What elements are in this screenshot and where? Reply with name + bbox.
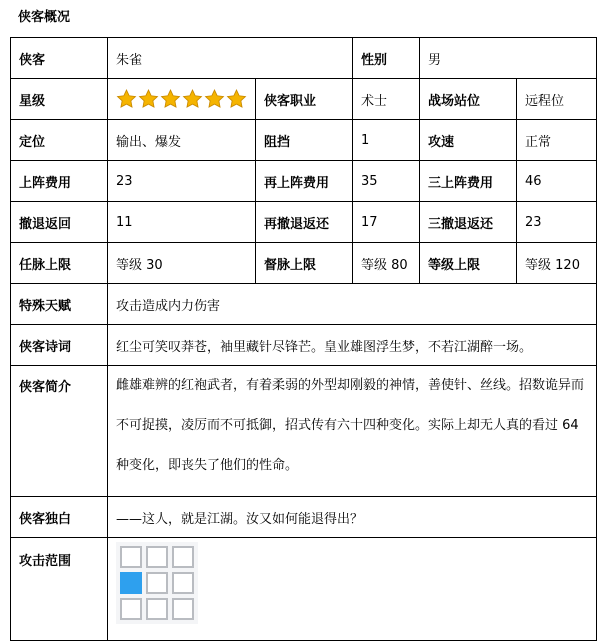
monologue-label: 侠客独白 [11, 497, 108, 538]
job-value: 术士 [353, 79, 420, 120]
range-cell [146, 546, 168, 568]
reretreat-label: 再撤退返还 [256, 202, 353, 243]
position-label: 战场站位 [420, 79, 517, 120]
range-cell [146, 598, 168, 620]
table-row [11, 202, 597, 243]
table-row [11, 497, 597, 538]
level-limit-value: 等级 120 [517, 243, 597, 284]
table-row [11, 79, 597, 120]
section-title: 侠客概况 [18, 10, 71, 25]
gender-label: 性别 [353, 38, 420, 79]
talent-label: 特殊天赋 [11, 284, 108, 325]
name-label: 侠客 [11, 38, 108, 79]
star-icon [116, 88, 137, 110]
poem-value: 红尘可笑叹莽苍，袖里藏针尽锋芒。皇业雄图浮生梦，不若江湖醉一场。 [108, 325, 597, 366]
table-row [11, 161, 597, 202]
position-value: 远程位 [517, 79, 597, 120]
attack-range [108, 538, 597, 641]
range-cell [172, 546, 194, 568]
speed-label: 攻速 [420, 120, 517, 161]
speed-value: 正常 [517, 120, 597, 161]
star-label: 星级 [11, 79, 108, 120]
range-cell [120, 598, 142, 620]
star-icon [160, 88, 181, 110]
cost-value: 23 [108, 161, 256, 202]
table-row [11, 243, 597, 284]
star-icon [204, 88, 225, 110]
range-cell [172, 598, 194, 620]
range-cell [120, 546, 142, 568]
bio-label: 侠客简介 [11, 366, 108, 497]
tricost-value: 46 [517, 161, 597, 202]
block-value: 1 [353, 120, 420, 161]
recost-value: 35 [353, 161, 420, 202]
table-row [11, 38, 597, 79]
table-row [11, 120, 597, 161]
table-row [11, 325, 597, 366]
talent-value: 攻击造成内力伤害 [108, 284, 597, 325]
star-icon [226, 88, 247, 110]
name-value: 朱雀 [108, 38, 353, 79]
star-icon [182, 88, 203, 110]
recost-label: 再上阵费用 [256, 161, 353, 202]
table-row [11, 366, 597, 497]
monologue-value: ——这人，就是江湖。汝又如何能退得出？ [108, 497, 597, 538]
cost-label: 上阵费用 [11, 161, 108, 202]
du-limit-label: 督脉上限 [256, 243, 353, 284]
role-label: 定位 [11, 120, 108, 161]
range-label: 攻击范围 [11, 538, 108, 641]
du-limit-value: 等级 80 [353, 243, 420, 284]
retreat-label: 撤退返回 [11, 202, 108, 243]
hero-info-table [10, 37, 597, 641]
reretreat-value: 17 [353, 202, 420, 243]
table-row [11, 538, 597, 641]
retreat-value: 11 [108, 202, 256, 243]
ren-limit-label: 任脉上限 [11, 243, 108, 284]
range-cell [172, 572, 194, 594]
star-rating [108, 79, 256, 120]
triretreat-value: 23 [517, 202, 597, 243]
range-cell [146, 572, 168, 594]
ren-limit-value: 等级 30 [108, 243, 256, 284]
bio-value: 雌雄难辨的红袍武者，有着柔弱的外型却刚毅的神情，善使针、丝线。招数诡异而不可捉摸，凌厉而不可抵御，招式传有六十四种变化。实际上却无人真的看过 64 种变化，即丧失了他们的性命。 [108, 366, 597, 497]
star-icon [138, 88, 159, 110]
block-label: 阻挡 [256, 120, 353, 161]
gender-value: 男 [420, 38, 597, 79]
job-label: 侠客职业 [256, 79, 353, 120]
range-grid [116, 542, 198, 624]
range-cell-active [120, 572, 142, 594]
role-value: 输出、爆发 [108, 120, 256, 161]
tricost-label: 三上阵费用 [420, 161, 517, 202]
table-row [11, 284, 597, 325]
level-limit-label: 等级上限 [420, 243, 517, 284]
stars [116, 88, 247, 110]
poem-label: 侠客诗词 [11, 325, 108, 366]
triretreat-label: 三撤退返还 [420, 202, 517, 243]
